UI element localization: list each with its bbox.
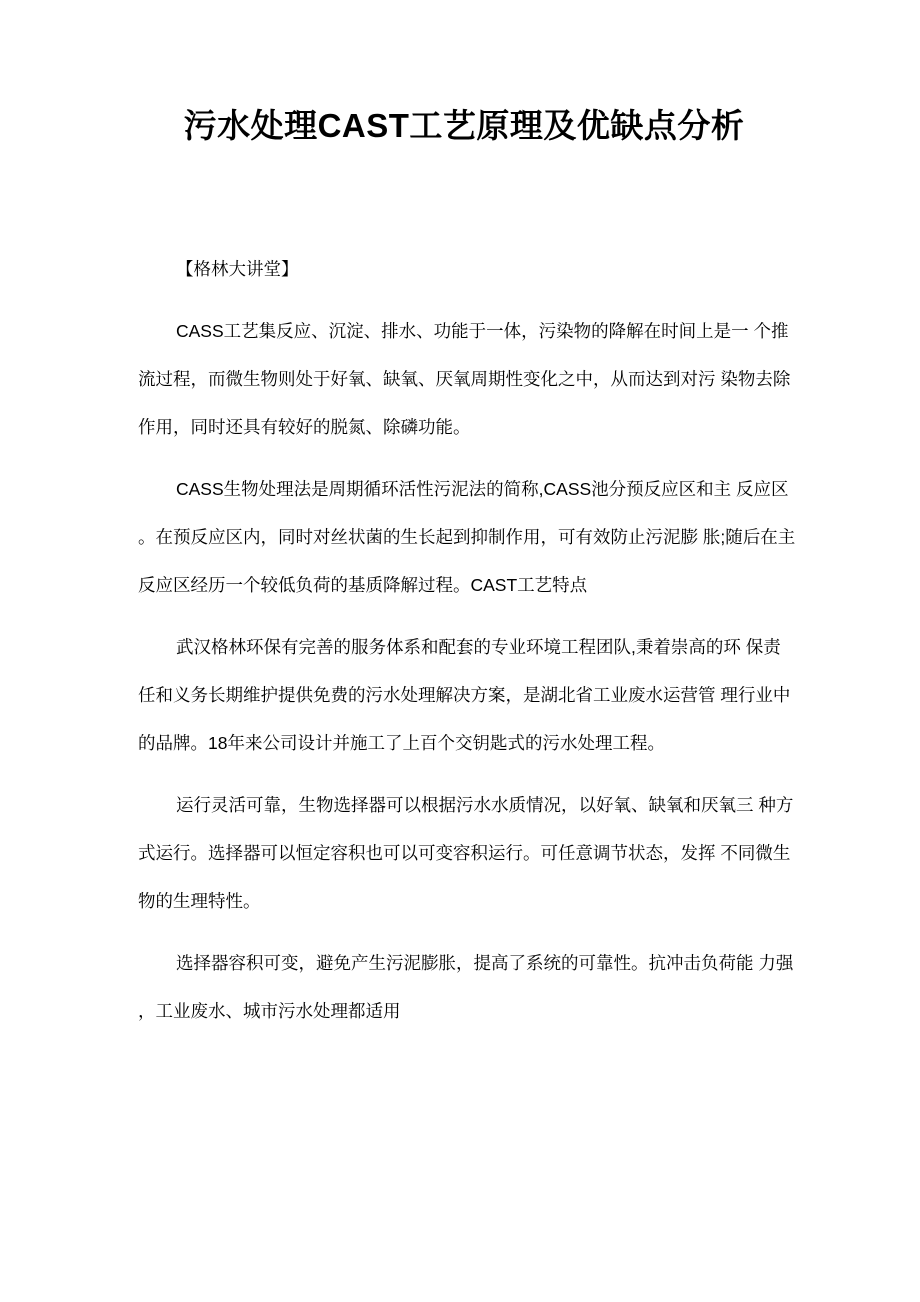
text-line: 任和义务长期维护提供免费的污水处理解决方案，是湖北省工业废水运营管 理行业中 xyxy=(138,685,791,705)
paragraph xyxy=(138,781,794,925)
text-line: 武汉格林环保有完善的服务体系和配套的专业环境工程团队,秉着崇高的环 保责 xyxy=(176,637,781,657)
document-title: 污水处理CAST工艺原理及优缺点分析 xyxy=(183,107,745,144)
text-line: 运行灵活可靠，生物选择器可以根据污水水质情况，以好氧、缺氧和厌氧三 种方 xyxy=(176,795,794,815)
text-line: 式运行。选择器可以恒定容积也可以可变容积运行。可任意调节状态，发挥 不同微生 xyxy=(138,843,791,863)
text-line: 反应区经历一个较低负荷的基质降解过程。CAST工艺特点 xyxy=(138,575,588,595)
text-line: CASS生物处理法是周期循环活性污泥法的简称,CASS池分预反应区和主 反应区 xyxy=(176,479,789,499)
text-line: 流过程，而微生物则处于好氧、缺氧、厌氧周期性变化之中，从而达到对污 染物去除 xyxy=(138,369,791,389)
text-line: CASS工艺集反应、沉淀、排水、功能于一体，污染物的降解在时间上是一 个推 xyxy=(176,321,789,341)
text-line: 的品牌。18年来公司设计并施工了上百个交钥匙式的污水处理工程。 xyxy=(138,733,665,753)
text-line: 选择器容积可变，避免产生污泥膨胀，提高了系统的可靠性。抗冲击负荷能 力强 xyxy=(176,953,794,973)
paragraph xyxy=(138,623,790,767)
text-line: 作用，同时还具有较好的脱氮、除磷功能。 xyxy=(138,417,471,437)
text-line: 【格林大讲堂】 xyxy=(176,259,299,279)
paragraph xyxy=(138,939,794,1035)
text-line: 物的生理特性。 xyxy=(138,891,261,911)
paragraph xyxy=(138,465,796,609)
paragraphs-container xyxy=(138,245,796,1035)
text-line: ，工业废水、城市污水处理都适用 xyxy=(138,1001,401,1021)
text-line: 。在预反应区内，同时对丝状菌的生长起到抑制作用，可有效防止污泥膨 胀;随后在主 xyxy=(138,527,796,547)
paragraph xyxy=(138,245,790,293)
paragraph xyxy=(138,307,790,451)
